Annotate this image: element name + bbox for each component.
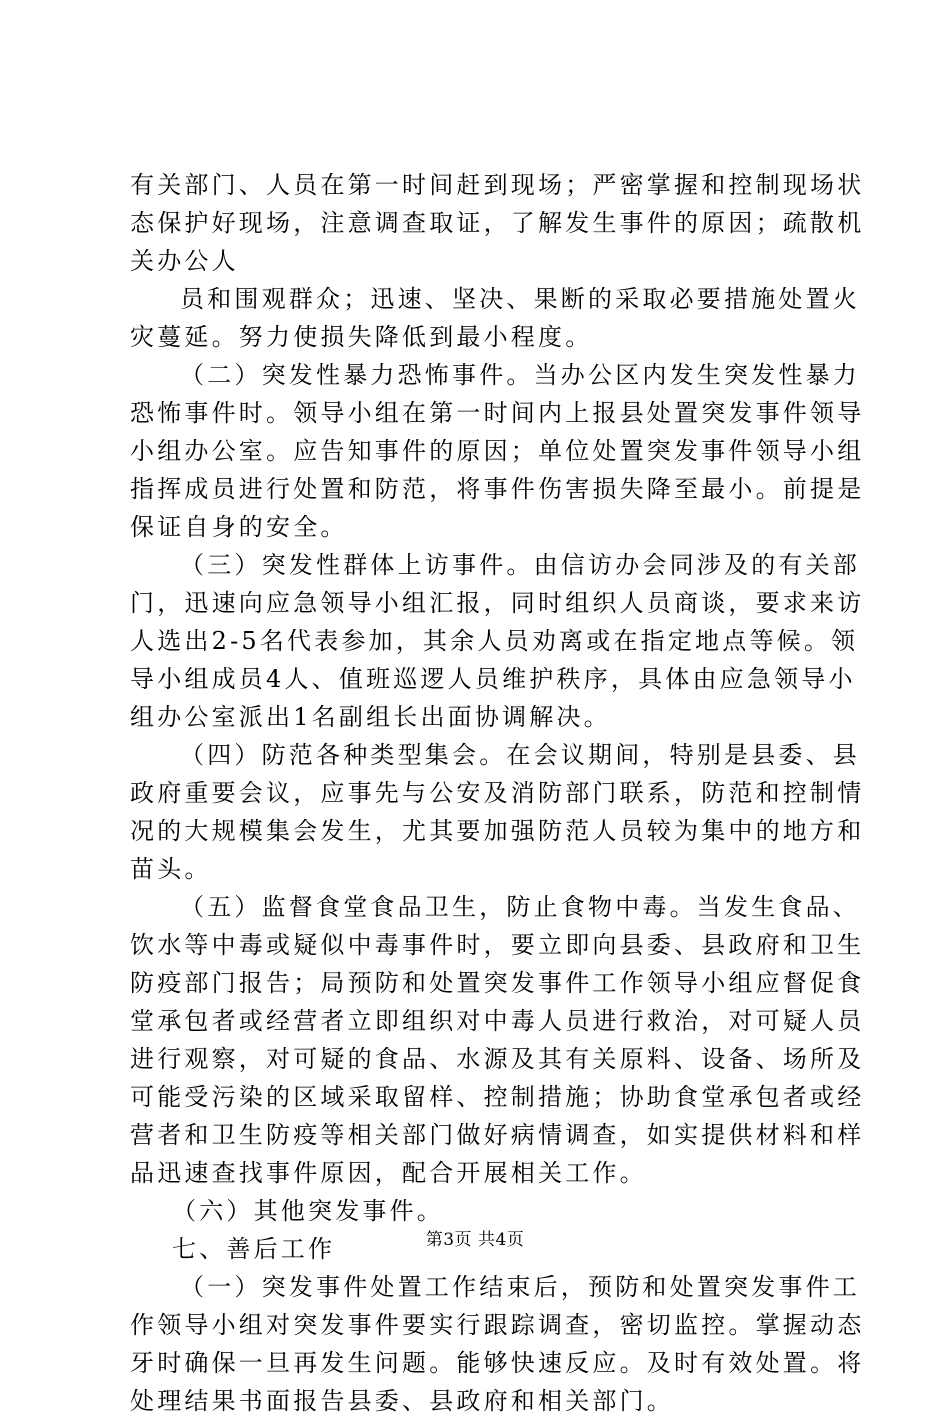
text-line: 作领导小组对突发事件要实行跟踪调查，密切监控。掌握动态	[130, 1311, 865, 1339]
text-line: 饮水等中毒或疑似中毒事件时，要立即向县委、县政府和卫生	[130, 931, 865, 959]
text-line: 组办公室派出1名副组长出面协调解决。	[130, 703, 611, 731]
section-heading-line: （五）监督食堂食品卫生，防止食物中毒。当发生食品、	[180, 893, 860, 921]
text-line: 进行观察，对可疑的食品、水源及其有关原料、设备、场所及	[130, 1045, 865, 1073]
text-line: 态保护好现场，注意调查取证，了解发生事件的原因；疏散机	[130, 209, 865, 237]
text-line: 防疫部门报告；局预防和处置突发事件工作领导小组应督促食	[130, 969, 865, 997]
text-line: 人选出2-5名代表参加，其余人员劝离或在指定地点等候。领	[130, 627, 859, 655]
text-line: 可能受污染的区域采取留样、控制措施；协助食堂承包者或经	[130, 1083, 865, 1111]
text-line: 营者和卫生防疫等相关部门做好病情调查，如实提供材料和样	[130, 1121, 865, 1149]
text-line: 保证自身的安全。	[130, 513, 348, 541]
text-line: 堂承包者或经营者立即组织对中毒人员进行救治，对可疑人员	[130, 1007, 865, 1035]
text-line: 员和围观群众；迅速、坚决、果断的采取必要措施处置火	[180, 285, 860, 313]
text-line: 指挥成员进行处置和防范，将事件伤害损失降至最小。前提是	[130, 475, 865, 503]
text-line: 关办公人	[130, 247, 239, 275]
text-line: 门，迅速向应急领导小组汇报，同时组织人员商谈，要求来访	[130, 589, 865, 617]
section-heading-line: （一）突发事件处置工作结束后，预防和处置突发事件工	[180, 1273, 860, 1301]
text-line: 处理结果书面报告县委、县政府和相关部门。	[130, 1387, 674, 1415]
section-heading-line: （二）突发性暴力恐怖事件。当办公区内发生突发性暴力	[180, 361, 860, 389]
text-line: 苗头。	[130, 855, 212, 883]
section-heading-line: （四）防范各种类型集会。在会议期间，特别是县委、县	[180, 741, 860, 769]
page-footer	[0, 1225, 950, 1250]
text-line: 况的大规模集会发生，尤其要加强防范人员较为集中的地方和	[130, 817, 865, 845]
text-line: 牙时确保一旦再发生问题。能够快速反应。及时有效处置。将	[130, 1349, 865, 1377]
text-line: 有关部门、人员在第一时间赶到现场；严密掌握和控制现场状	[130, 171, 865, 199]
chapter-heading-line: 七、善后工作	[172, 1235, 336, 1263]
text-line: 政府重要会议，应事先与公安及消防部门联系，防范和控制情	[130, 779, 865, 807]
section-heading-line: （三）突发性群体上访事件。由信访办会同涉及的有关部	[180, 551, 860, 579]
text-line: 灾蔓延。努力使损失降低到最小程度。	[130, 323, 593, 351]
text-line: 品迅速查找事件原因，配合开展相关工作。	[130, 1159, 647, 1187]
text-line: 导小组成员4人、值班巡逻人员维护秩序，具体由应急领导小	[130, 665, 856, 693]
text-line: 恐怖事件时。领导小组在第一时间内上报县处置突发事件领导	[130, 399, 865, 427]
page-number: 第3页 共4页	[425, 1230, 525, 1250]
section-heading-line: （六）其他突发事件。	[172, 1197, 444, 1225]
text-line: 小组办公室。应告知事件的原因；单位处置突发事件领导小组	[130, 437, 865, 465]
